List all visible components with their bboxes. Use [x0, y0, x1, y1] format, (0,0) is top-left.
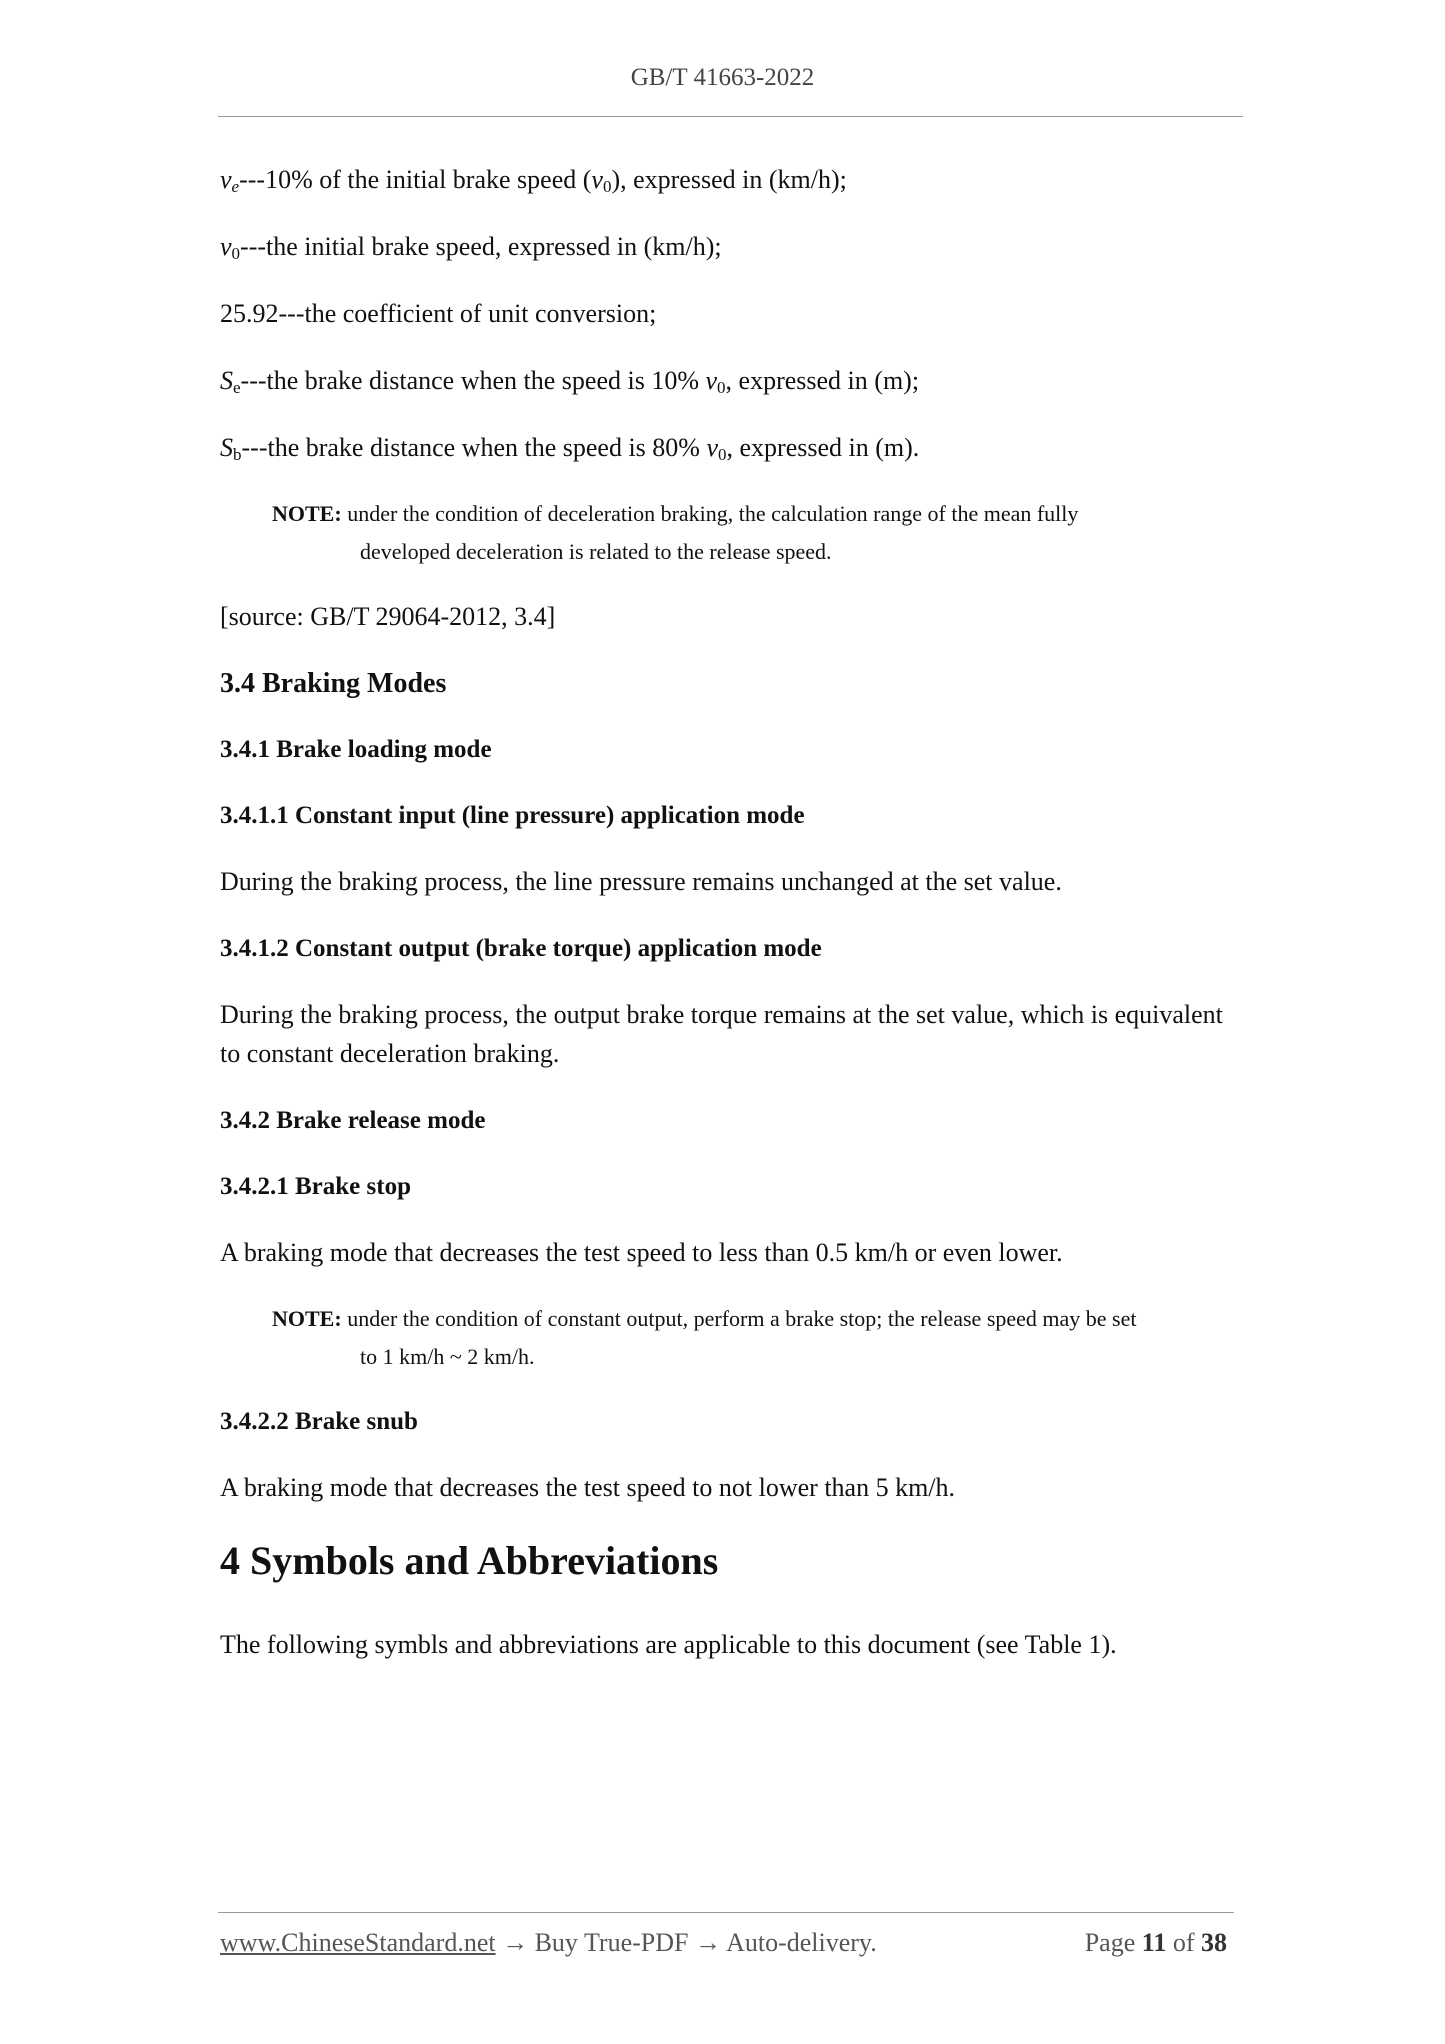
body-line: During the braking process, the output brake torque remains at the set value, which is equivalent: [220, 1000, 1223, 1029]
definition-text: ---10% of the initial brake speed (: [239, 165, 592, 194]
header-rule: [218, 116, 1243, 117]
body-4: The following symbls and abbreviations are applicable to this document (see Table 1).: [220, 1630, 1117, 1659]
symbol-subscript: 0: [602, 177, 612, 196]
of-word: of: [1172, 1928, 1195, 1957]
definition-ve: [220, 160, 1240, 199]
buy-text: Buy True-PDF: [534, 1928, 689, 1957]
definition-text: , expressed in (m).: [726, 433, 920, 462]
symbol: v: [706, 433, 718, 462]
body-3-4-1-1: During the braking process, the line pressure remains unchanged at the set value.: [220, 867, 1062, 896]
note-label: NOTE:: [272, 501, 342, 526]
symbol-subscript: e: [231, 177, 240, 196]
body-line: to constant deceleration braking.: [220, 1039, 560, 1068]
symbol: v: [220, 165, 232, 194]
heading-3-4-2: 3.4.2 Brake release mode: [220, 1107, 486, 1134]
footer-links: [220, 1928, 877, 1958]
heading-3-4-1-2: 3.4.1.2 Constant output (brake torque) application mode: [220, 935, 822, 962]
arrow-right-icon: →: [695, 1928, 721, 1957]
definition-se: [220, 361, 1240, 400]
heading-3-4-2-1: 3.4.2.1 Brake stop: [220, 1173, 411, 1200]
body-3-4-2-1: A braking mode that decreases the test speed to less than 0.5 km/h or even lower.: [220, 1238, 1063, 1267]
symbol: v: [220, 232, 232, 261]
definition-text: ), expressed in (km/h);: [611, 165, 847, 194]
page-word: Page: [1084, 1928, 1136, 1957]
symbol: S: [220, 366, 233, 395]
definition-coefficient: 25.92---the coefficient of unit conversion;: [220, 299, 657, 328]
note-brake-stop: [272, 1300, 1240, 1376]
footer-rule: [218, 1912, 1234, 1913]
note-text: developed deceleration is related to the release speed.: [360, 539, 832, 564]
delivery-text: Auto-delivery.: [726, 1928, 877, 1957]
symbol: v: [705, 366, 718, 395]
arrow-right-icon: →: [502, 1928, 529, 1957]
symbol-subscript: b: [233, 445, 242, 464]
symbol-subscript: e: [233, 378, 241, 397]
current-page: 11: [1141, 1928, 1167, 1957]
heading-3-4-1-1: 3.4.1.1 Constant input (line pressure) application mode: [220, 802, 805, 829]
body-3-4-2-2: A braking mode that decreases the test speed to not lower than 5 km/h.: [220, 1473, 956, 1502]
running-header: GB/T 41663-2022: [630, 64, 815, 91]
symbol-subscript: 0: [231, 244, 241, 263]
page-content: [220, 160, 1240, 1692]
symbol: S: [220, 433, 233, 462]
symbol: v: [591, 165, 603, 194]
note-text: under the condition of deceleration braking, the calculation range of the mean fully: [347, 501, 1079, 526]
definition-text: ---the brake distance when the speed is 80%: [241, 433, 707, 462]
definition-text: ---the initial brake speed, expressed in (km/h);: [240, 232, 722, 261]
page-number: [1085, 1928, 1227, 1958]
heading-3-4-1: 3.4.1 Brake loading mode: [220, 736, 492, 763]
note-deceleration: [272, 495, 1240, 571]
definition-v0: [220, 227, 1240, 266]
total-pages: 38: [1201, 1928, 1227, 1957]
note-text: under the condition of constant output, perform a brake stop; the release speed may be set: [347, 1306, 1137, 1331]
note-text: to 1 km/h ~ 2 km/h.: [360, 1344, 535, 1369]
definition-text: , expressed in (m);: [725, 366, 920, 395]
source-citation: [source: GB/T 29064-2012, 3.4]: [220, 602, 556, 631]
body-3-4-1-2: [220, 995, 1240, 1073]
note-label: NOTE:: [272, 1306, 342, 1331]
site-link[interactable]: www.ChineseStandard.net: [220, 1928, 496, 1957]
symbol-subscript: 0: [718, 445, 727, 464]
heading-3-4: 3.4 Braking Modes: [220, 668, 447, 699]
heading-3-4-2-2: 3.4.2.2 Brake snub: [220, 1408, 418, 1435]
definition-sb: [220, 428, 1240, 467]
heading-4: 4 Symbols and Abbreviations: [220, 1538, 719, 1583]
definition-text: ---the brake distance when the speed is 10%: [240, 366, 706, 395]
symbol-subscript: 0: [717, 378, 726, 397]
